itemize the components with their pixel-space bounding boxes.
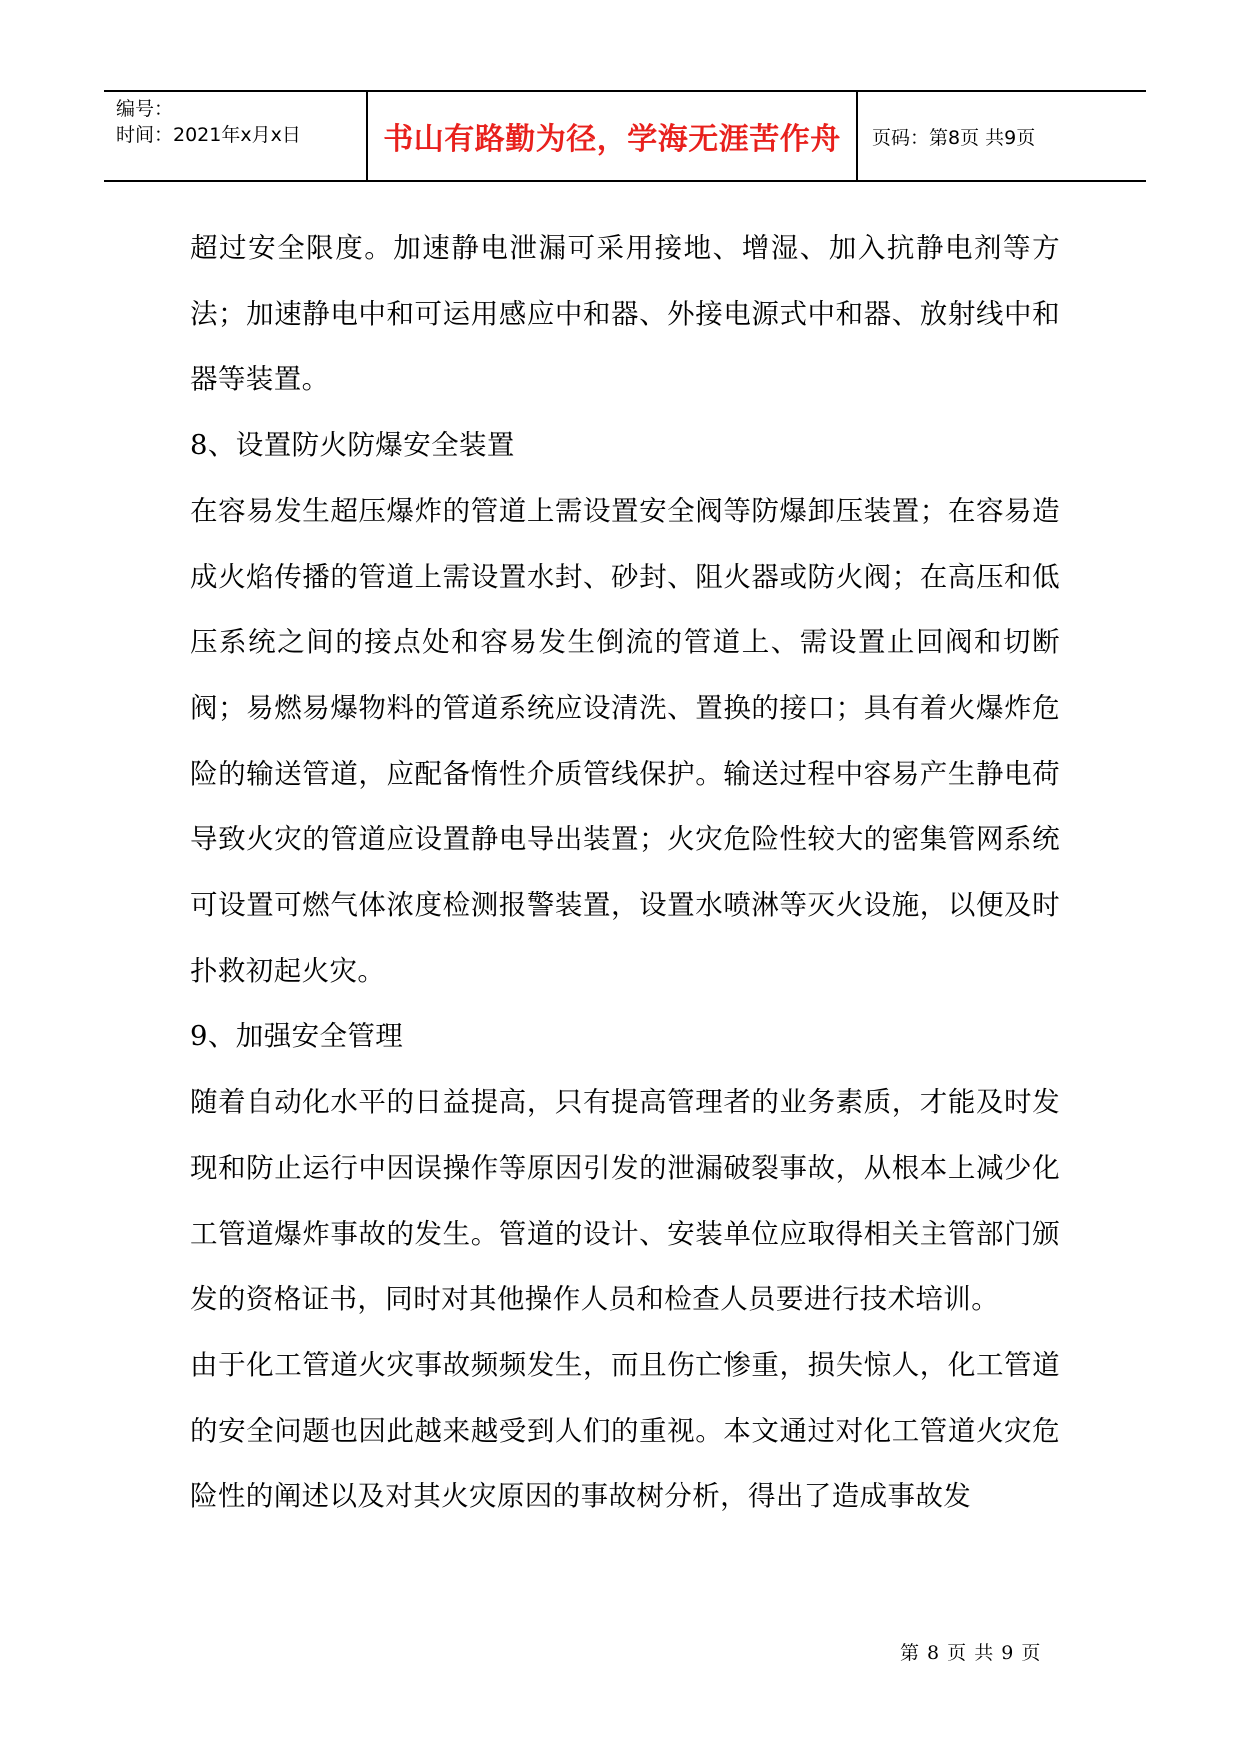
document-number-label: 编号：	[116, 98, 174, 120]
section-heading-9: 9、加强安全管理	[190, 1020, 404, 1053]
body-paragraph: 在容易发生超压爆炸的管道上需设置安全阀等防爆卸压装置；在容易造成火焰传播的管道上需设置水封、砂封、阻火器或防火阀；在高压和低压系统之间的接点处和容易发生倒流的管道上、需设置止回阀和切断阀；易燃易爆物料的管道系统应设清洗、置换的接口；具有着火爆炸危险的输送管道，应配备惰性介质管线保护。输送过程中容易产生静电荷导致火灾的管道应设置静电导出装置；火灾危险性较大的密集管网系统可设置可燃气体浓度检测报警装置，设置水喷淋等灭火设施，以便及时扑救初起火灾。	[190, 494, 1060, 987]
section-heading-8: 8、设置防火防爆安全装置	[190, 429, 515, 462]
body-paragraph: 超过安全限度。加速静电泄漏可采用接地、增湿、加入抗静电剂等方法；加速静电中和可运用感应中和器、外接电源式中和器、放射线中和器等装置。	[190, 232, 1060, 396]
page-footer-number: 第 8 页 共 9 页	[900, 1642, 1041, 1664]
header-meta-cell	[104, 92, 368, 180]
header-page-info: 页码：第8页 共9页	[872, 126, 1036, 149]
header-motto: 书山有路勤为径，学海无涯苦作舟	[368, 92, 858, 180]
document-date: 时间：2021年x月x日	[116, 124, 301, 146]
page-header	[104, 90, 1146, 182]
document-body	[190, 216, 1060, 1530]
body-paragraph: 由于化工管道火灾事故频频发生，而且伤亡惨重，损失惊人，化工管道的安全问题也因此越来越受到人们的重视。本文通过对化工管道火灾危险性的阐述以及对其火灾原因的事故树分析，得出了造成事故发	[190, 1348, 1060, 1513]
body-paragraph: 随着自动化水平的日益提高，只有提高管理者的业务素质，才能及时发现和防止运行中因误操作等原因引发的泄漏破裂事故，从根本上减少化工管道爆炸事故的发生。管道的设计、安装单位应取得相关主管部门颁发的资格证书，同时对其他操作人员和检查人员要进行技术培训。	[190, 1086, 1060, 1316]
